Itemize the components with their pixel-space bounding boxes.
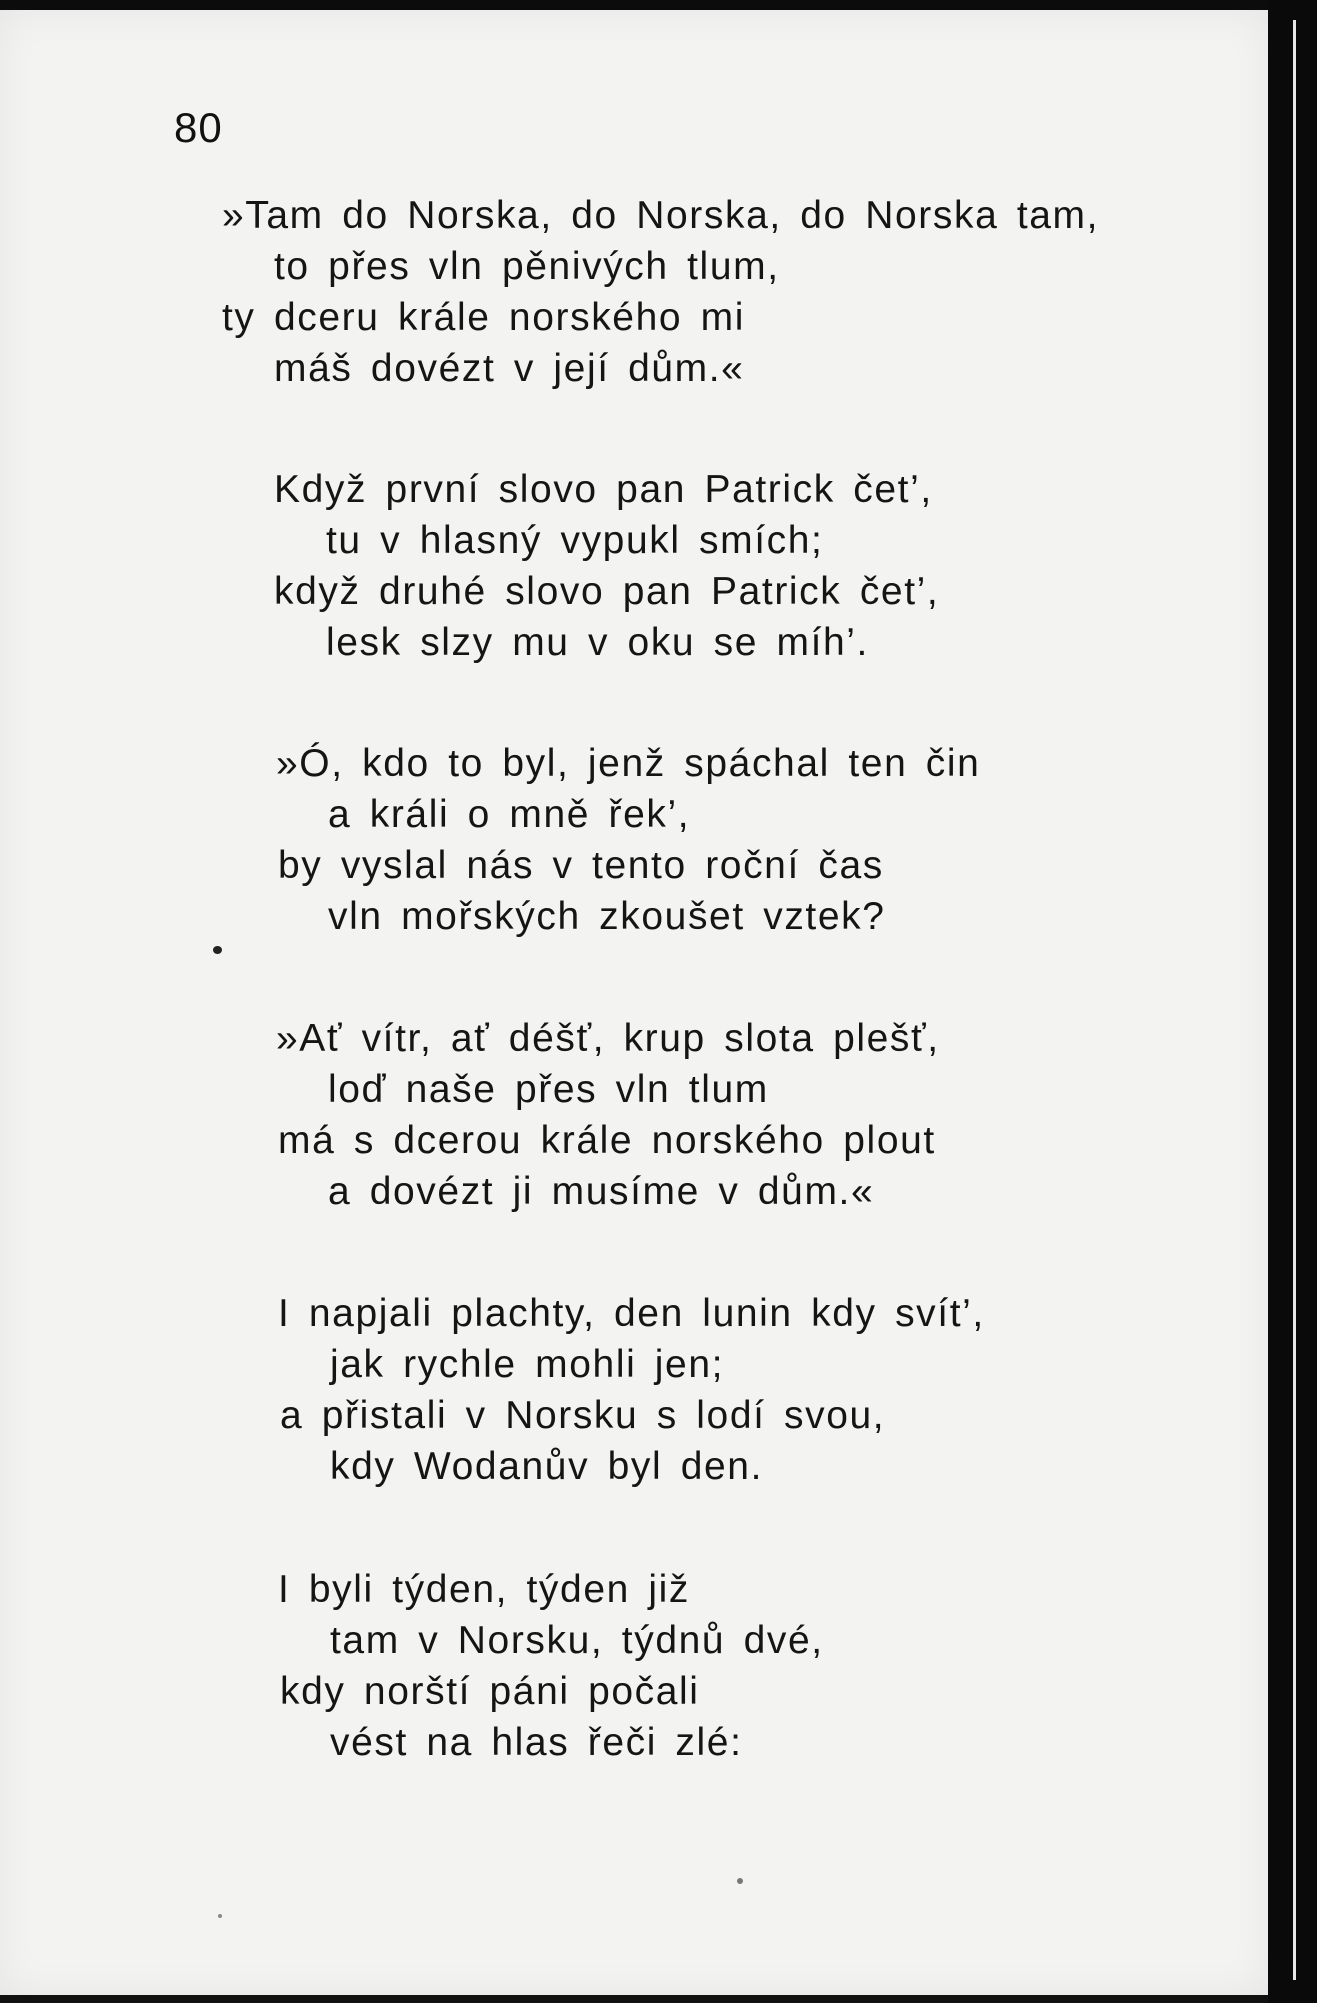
poem-line: vln mořských zkoušet vztek?: [328, 895, 886, 938]
poem-line: máš dovézt v její dům.«: [274, 347, 745, 390]
poem-line: loď naše přes vln tlum: [328, 1068, 769, 1111]
poem-line: a přistali v Norsku s lodí svou,: [280, 1394, 886, 1437]
poem-line: I napjali plachty, den lunin kdy svít’,: [278, 1292, 985, 1335]
poem-line: to přes vln pěnivých tlum,: [274, 245, 780, 288]
poem-line: vést na hlas řeči zlé:: [330, 1721, 743, 1764]
poem-line: má s dcerou krále norského plout: [278, 1119, 936, 1162]
ink-speck: [213, 946, 222, 954]
page-number: 80: [174, 104, 223, 151]
poem-line: I byli týden, týden již: [278, 1568, 690, 1611]
poem-line: a králi o mně řek’,: [328, 793, 691, 836]
poem-line: jak rychle mohli jen;: [330, 1343, 725, 1386]
poem-line: kdy norští páni počali: [280, 1670, 700, 1713]
poem-line: »Ó, kdo to byl, jenž spáchal ten čin: [276, 742, 981, 785]
poem-line: »Tam do Norska, do Norska, do Norska tam,: [222, 194, 1100, 237]
poem-line: lesk slzy mu v oku se míh’.: [326, 621, 869, 664]
poem-line: a dovézt ji musíme v dům.«: [328, 1170, 875, 1213]
scan-edge-line: [1293, 20, 1296, 1980]
poem-line: Když první slovo pan Patrick čet’,: [274, 468, 933, 511]
poem-line: když druhé slovo pan Patrick čet’,: [274, 570, 940, 613]
poem-line: kdy Wodanův byl den.: [330, 1445, 764, 1488]
poem-line: tu v hlasný vypukl smích;: [326, 519, 824, 562]
poem-line: tam v Norsku, týdnů dvé,: [330, 1619, 824, 1662]
poem-line: »Ať vítr, ať déšť, krup slota plešť,: [276, 1017, 940, 1060]
ink-speck: [218, 1914, 222, 1918]
poem-line: by vyslal nás v tento roční čas: [278, 844, 884, 887]
ink-speck: [737, 1878, 743, 1884]
poem-line: ty dceru krále norského mi: [222, 296, 745, 339]
